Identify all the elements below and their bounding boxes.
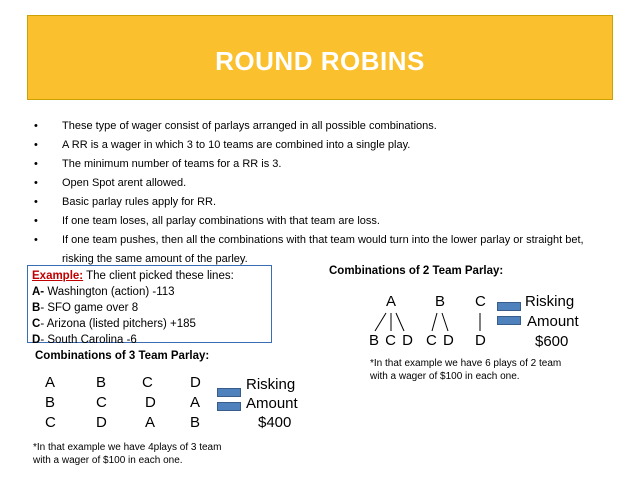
equals-bar-icon [217,388,241,397]
example-heading: Example: The client picked these lines: [32,270,234,282]
three-team-cell: B [45,394,56,411]
two-team-amount-value: $600 [535,333,569,350]
list-item: • These type of wager consist of parlays arranged in all possible combinations. [34,117,604,136]
two-team-note: *In that example we have 6 plays of 2 team with a wager of $100 in each one. [370,358,562,382]
three-team-cell: B [190,414,201,431]
list-item: • The minimum number of teams for a RR is 3. [34,155,604,174]
connector-line [375,313,386,331]
two-team-amount-label: Amount [527,313,579,330]
bullet-icon: • [34,215,38,227]
two-team-top-b: B [435,293,446,310]
two-team-bottom-b: C D [426,332,455,349]
page-title: ROUND ROBINS [215,46,425,76]
bullet-icon: • [34,196,38,208]
three-team-cell: D [96,414,107,431]
bullet-icon: • [34,139,38,151]
bullet-icon: • [34,177,38,189]
three-team-cell: D [145,394,156,411]
equals-bar-icon [217,402,241,411]
example-pick-c: C- Arizona (listed pitchers) +185 [32,318,196,330]
list-item: • Basic parlay rules apply for RR. [34,193,604,212]
three-team-cell: C [45,414,56,431]
list-item: • If one team loses, all parlay combinations with that team are loss. [34,212,604,231]
list-item: • If one team pushes, then all the combinations with that team would turn into the lower parlay or straight bet, risking the same amount of the parley. [34,231,604,269]
example-pick-d: D- South Carolina -6 [32,334,137,346]
two-team-bottom-c: D [475,332,486,349]
bullet-icon: • [34,158,38,170]
connector-line [396,313,404,331]
three-team-risk-label: Risking [246,376,296,393]
connector-line [442,313,448,331]
list-item: • Open Spot arent allowed. [34,174,604,193]
three-team-cell: D [190,374,201,391]
list-item: • A RR is a wager in which 3 to 10 teams are combined into a single play. [34,136,604,155]
two-team-top-a: A [386,293,397,310]
three-team-cell: B [96,374,107,391]
equals-bar-icon [497,316,521,325]
two-team-risk-label: Risking [525,293,575,310]
two-team-title: Combinations of 2 Team Parlay: [329,265,504,277]
three-team-cell: A [145,414,156,431]
two-team-top-c: C [475,293,486,310]
three-team-cell: A [190,394,201,411]
three-team-cell: A [45,374,56,391]
three-team-cell: C [96,394,107,411]
bullet-icon: • [34,120,38,132]
three-team-note: *In that example we have 4plays of 3 team with a wager of $100 in each one. [33,442,222,466]
example-pick-b: B- SFO game over 8 [32,302,139,314]
two-team-bottom-a: B C D [369,332,415,349]
bullet-icon: • [34,234,38,246]
three-team-cell: C [142,374,153,391]
connector-line [432,313,437,331]
equals-bar-icon [497,302,521,311]
three-team-amount-label: Amount [246,395,298,412]
three-team-title: Combinations of 3 Team Parlay: [35,350,210,362]
example-pick-a: A- Washington (action) -113 [32,286,175,298]
three-team-amount-value: $400 [258,414,292,431]
